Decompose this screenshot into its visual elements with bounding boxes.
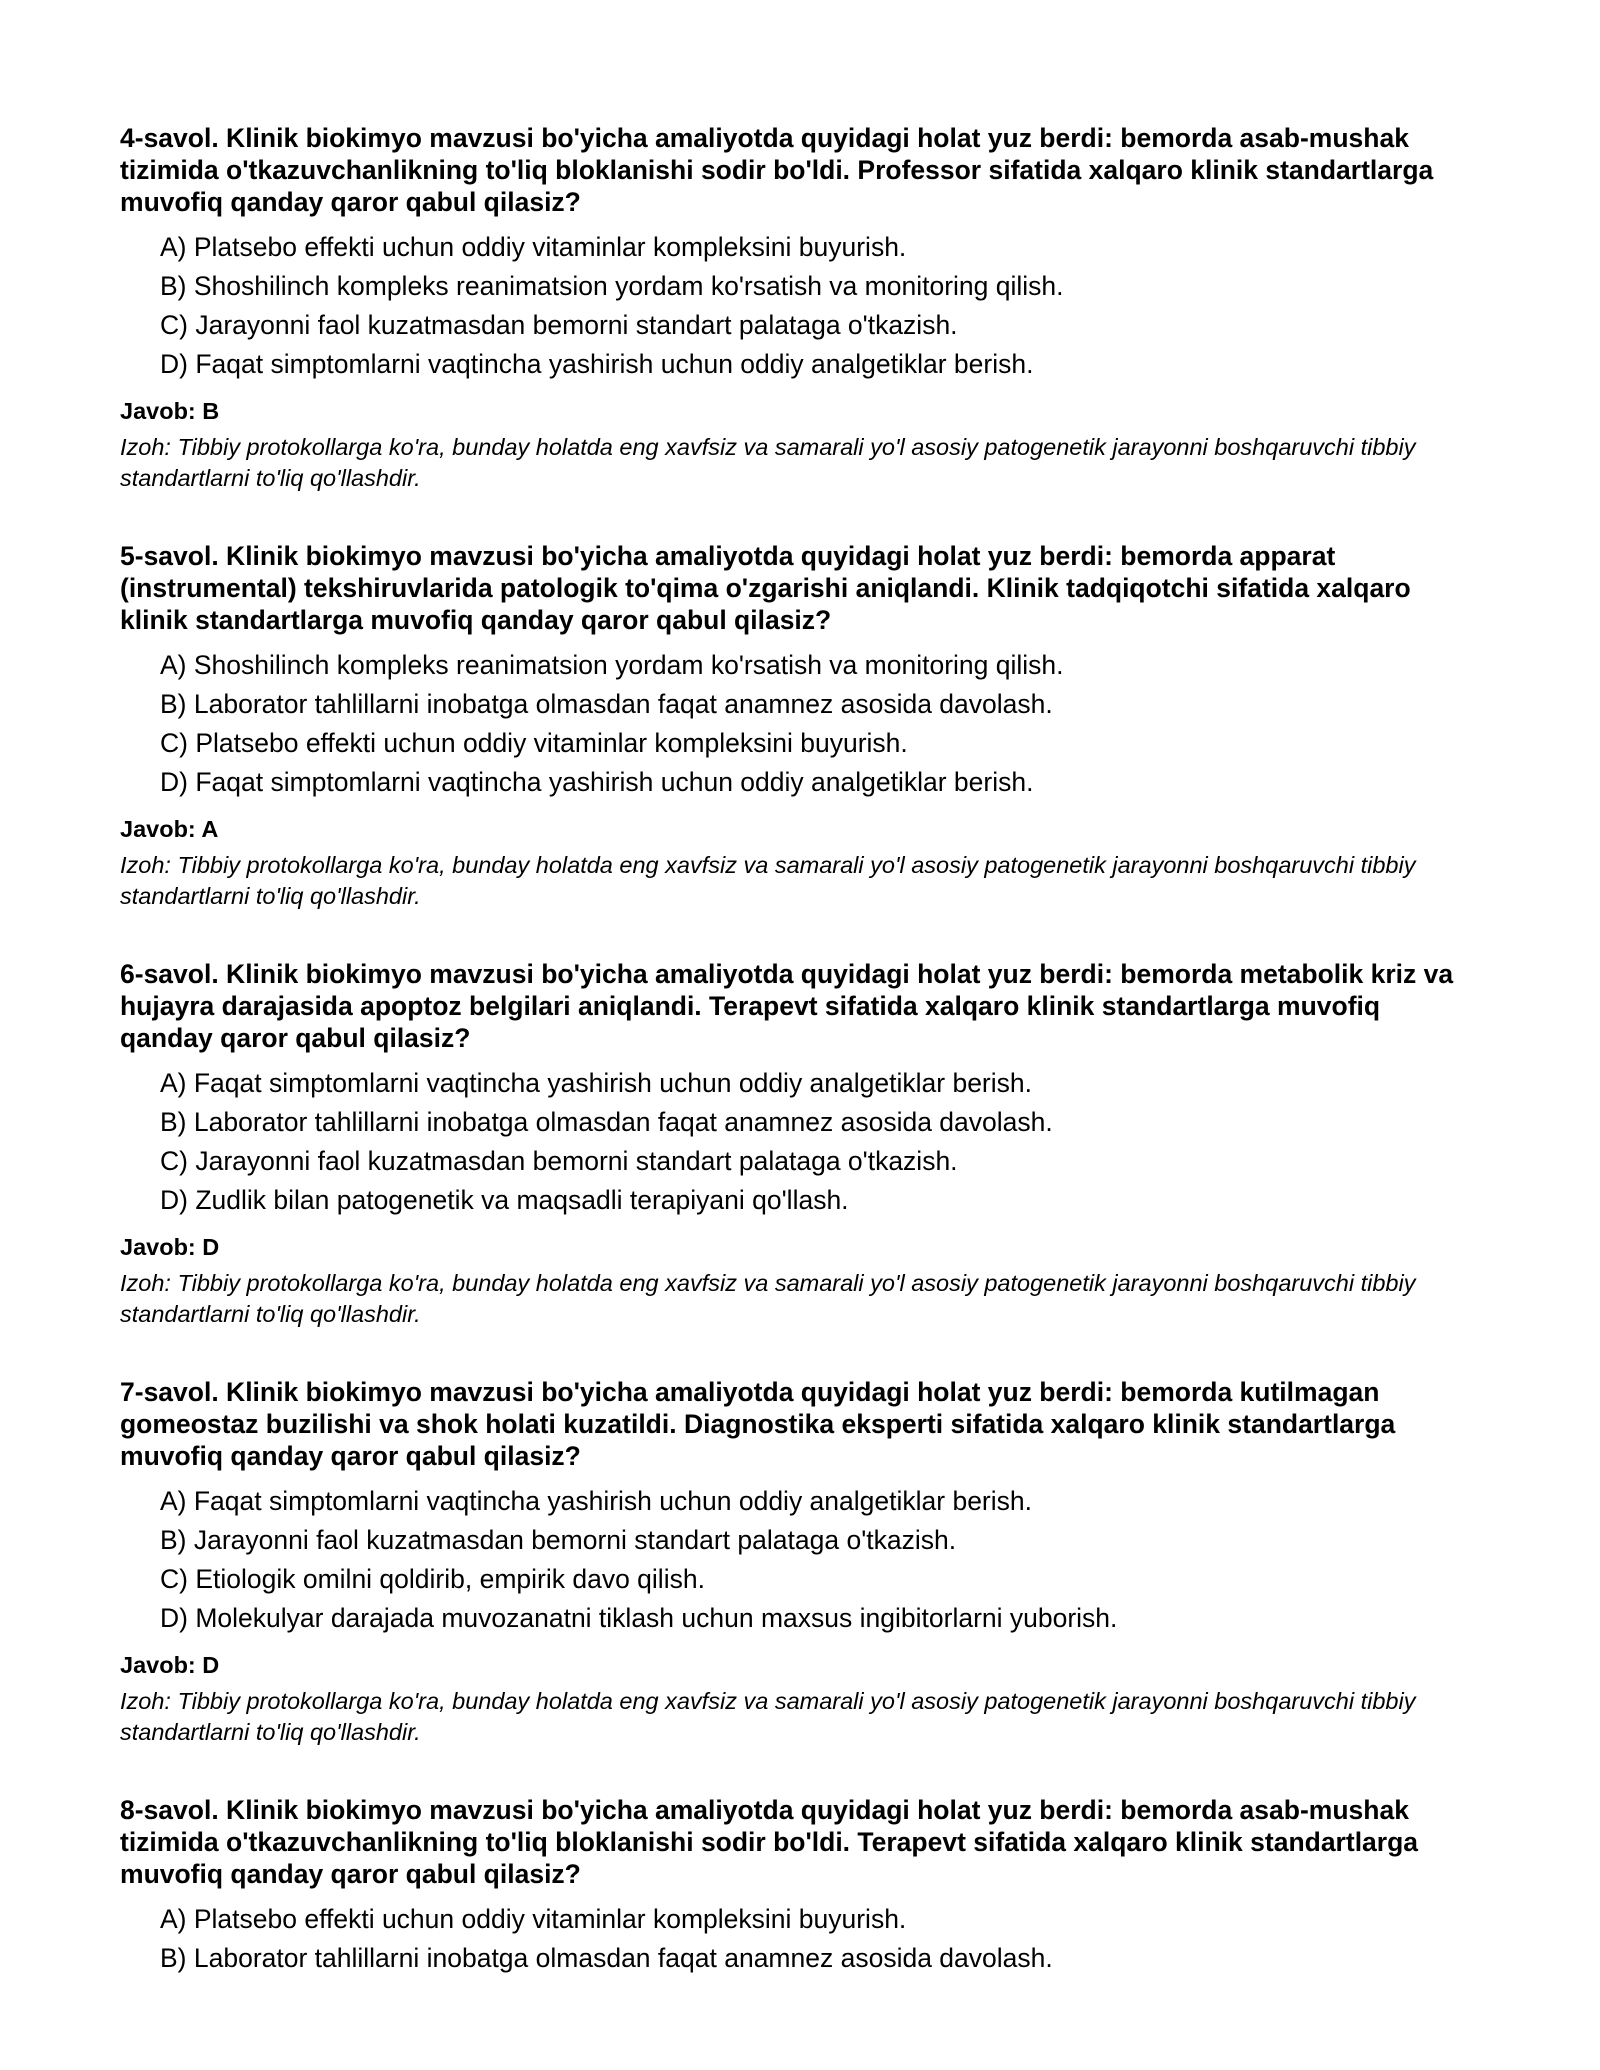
- option-b: B) Laborator tahlillarni inobatga olmasdan faqat anamnez asosida davolash.: [160, 1107, 1053, 1137]
- explanation-note: Izoh: Tibbiy protokollarga ko'ra, bunday holatda eng xavfsiz va samarali yo'l asosiy patogenetik jarayonni boshqaruvchi tibbiy standartlarni to'liq qo'llashdir.: [120, 1270, 1416, 1327]
- option-d: D) Faqat simptomlarni vaqtincha yashirish uchun oddiy analgetiklar berish.: [160, 767, 1034, 797]
- answer-label: Javob: D: [120, 1652, 220, 1678]
- question-block: [120, 122, 1480, 494]
- question-block: [120, 1794, 1480, 1978]
- option-c: C) Jarayonni faol kuzatmasdan bemorni standart palataga o'tkazish.: [160, 310, 958, 340]
- question-text: 5-savol. Klinik biokimyo mavzusi bo'yicha amaliyotda quyidagi holat yuz berdi: bemorda apparat (instrumental) tekshiruvlarida patologik to'qima o'zgarishi aniqlandi. Klinik tadqiqotchi sifatida xalqaro klinik standartlarga muvofiq qanday qaror qabul qilasiz?: [120, 541, 1411, 635]
- answer-label: Javob: D: [120, 1234, 220, 1260]
- question-text: 7-savol. Klinik biokimyo mavzusi bo'yicha amaliyotda quyidagi holat yuz berdi: bemorda kutilmagan gomeostaz buzilishi va shok holati kuzatildi. Diagnostika eksperti sifatida xalqaro klinik standartlarga muvofiq qanday qaror qabul qilasiz?: [120, 1377, 1396, 1471]
- question-text: 4-savol. Klinik biokimyo mavzusi bo'yicha amaliyotda quyidagi holat yuz berdi: bemorda asab-mushak tizimida o'tkazuvchanlikning to'liq bloklanishi sodir bo'ldi. Professor sifatida xalqaro klinik standartlarga muvofiq qanday qaror qabul qilasiz?: [120, 123, 1434, 217]
- options-list: [120, 1482, 1480, 1638]
- option-d: D) Zudlik bilan patogenetik va maqsadli terapiyani qo'llash.: [160, 1185, 849, 1215]
- option-a: A) Faqat simptomlarni vaqtincha yashirish uchun oddiy analgetiklar berish.: [160, 1068, 1032, 1098]
- option-d: D) Faqat simptomlarni vaqtincha yashirish uchun oddiy analgetiklar berish.: [160, 349, 1034, 379]
- option-c: C) Jarayonni faol kuzatmasdan bemorni standart palataga o'tkazish.: [160, 1146, 958, 1176]
- option-a: A) Platsebo effekti uchun oddiy vitaminlar kompleksini buyurish.: [160, 232, 907, 262]
- question-block: [120, 958, 1480, 1330]
- option-a: A) Shoshilinch kompleks reanimatsion yordam ko'rsatish va monitoring qilish.: [160, 650, 1064, 680]
- options-list: [120, 1900, 1480, 1978]
- answer-label: Javob: A: [120, 816, 219, 842]
- question-block: [120, 540, 1480, 912]
- option-b: B) Laborator tahlillarni inobatga olmasdan faqat anamnez asosida davolash.: [160, 689, 1053, 719]
- question-text: 6-savol. Klinik biokimyo mavzusi bo'yicha amaliyotda quyidagi holat yuz berdi: bemorda metabolik kriz va hujayra darajasida apoptoz belgilari aniqlandi. Terapevt sifatida xalqaro klinik standartlarga muvofiq qanday qaror qabul qilasiz?: [120, 959, 1454, 1053]
- question-text: 8-savol. Klinik biokimyo mavzusi bo'yicha amaliyotda quyidagi holat yuz berdi: bemorda asab-mushak tizimida o'tkazuvchanlikning to'liq bloklanishi sodir bo'ldi. Terapevt sifatida xalqaro klinik standartlarga muvofiq qanday qaror qabul qilasiz?: [120, 1795, 1419, 1889]
- answer-label: Javob: B: [120, 398, 220, 424]
- option-a: A) Faqat simptomlarni vaqtincha yashirish uchun oddiy analgetiklar berish.: [160, 1486, 1032, 1516]
- explanation-note: Izoh: Tibbiy protokollarga ko'ra, bunday holatda eng xavfsiz va samarali yo'l asosiy patogenetik jarayonni boshqaruvchi tibbiy standartlarni to'liq qo'llashdir.: [120, 852, 1416, 909]
- explanation-note: Izoh: Tibbiy protokollarga ko'ra, bunday holatda eng xavfsiz va samarali yo'l asosiy patogenetik jarayonni boshqaruvchi tibbiy standartlarni to'liq qo'llashdir.: [120, 434, 1416, 491]
- option-d: D) Molekulyar darajada muvozanatni tiklash uchun maxsus ingibitorlarni yuborish.: [160, 1603, 1118, 1633]
- option-b: B) Jarayonni faol kuzatmasdan bemorni standart palataga o'tkazish.: [160, 1525, 957, 1555]
- option-b: B) Shoshilinch kompleks reanimatsion yordam ko'rsatish va monitoring qilish.: [160, 271, 1064, 301]
- option-c: C) Platsebo effekti uchun oddiy vitaminlar kompleksini buyurish.: [160, 728, 908, 758]
- options-list: [120, 646, 1480, 802]
- option-b: B) Laborator tahlillarni inobatga olmasdan faqat anamnez asosida davolash.: [160, 1943, 1053, 1973]
- option-c: C) Etiologik omilni qoldirib, empirik davo qilish.: [160, 1564, 705, 1594]
- explanation-note: Izoh: Tibbiy protokollarga ko'ra, bunday holatda eng xavfsiz va samarali yo'l asosiy patogenetik jarayonni boshqaruvchi tibbiy standartlarni to'liq qo'llashdir.: [120, 1688, 1416, 1745]
- question-block: [120, 1376, 1480, 1748]
- options-list: [120, 228, 1480, 384]
- option-a: A) Platsebo effekti uchun oddiy vitaminlar kompleksini buyurish.: [160, 1904, 907, 1934]
- options-list: [120, 1064, 1480, 1220]
